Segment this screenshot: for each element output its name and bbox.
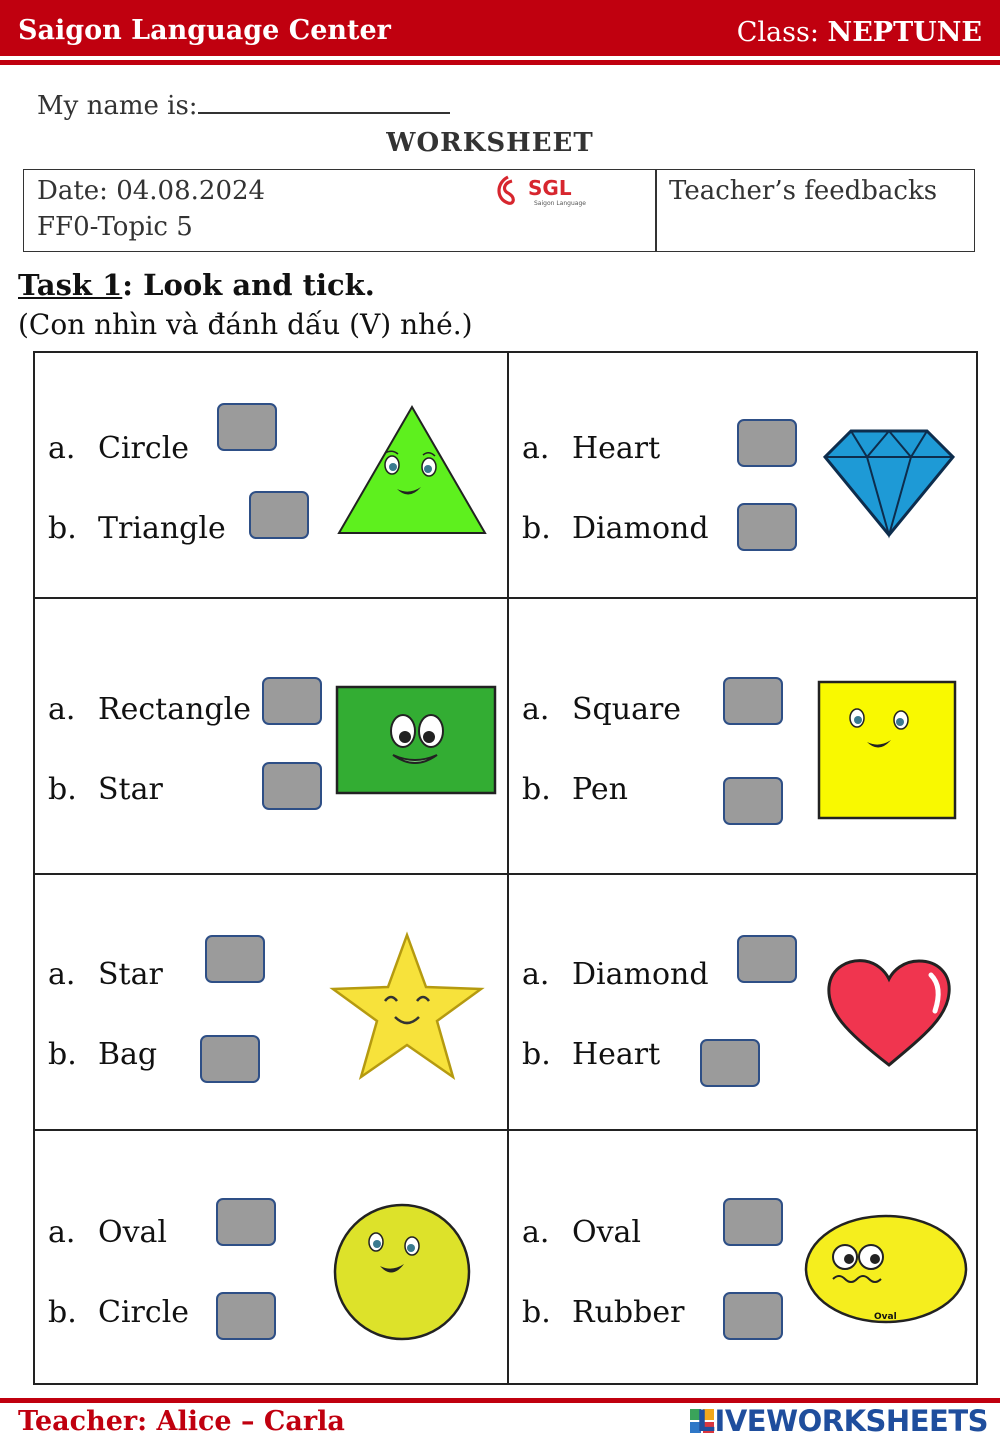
option-b-label: Circle xyxy=(98,1295,190,1330)
option-b-label: Star xyxy=(98,772,163,807)
tick-box-a[interactable] xyxy=(262,677,322,725)
tick-box-b[interactable] xyxy=(249,491,309,539)
option-a-label: Oval xyxy=(98,1215,168,1250)
tick-box-a[interactable] xyxy=(723,677,783,725)
question-cell-3 xyxy=(35,599,506,873)
star-picture xyxy=(329,931,485,1081)
option-a: a. Circle xyxy=(48,431,190,466)
class-info xyxy=(737,17,982,48)
header-underline xyxy=(0,60,1000,65)
name-line xyxy=(37,90,450,121)
option-b-label: Bag xyxy=(98,1037,158,1072)
option-a: a. Oval xyxy=(522,1215,642,1250)
option-a-label: Diamond xyxy=(572,957,709,992)
option-b: b. Triangle xyxy=(48,511,226,546)
name-blank xyxy=(198,90,450,114)
option-b: b. Diamond xyxy=(522,511,709,546)
tick-box-a[interactable] xyxy=(216,1198,276,1246)
option-a: a. Oval xyxy=(48,1215,168,1250)
option-b-label: Diamond xyxy=(572,511,709,546)
oval-picture xyxy=(803,1213,969,1325)
tick-box-a[interactable] xyxy=(737,935,797,983)
worksheet-title: WORKSHEET xyxy=(386,128,594,158)
center-name: Saigon Language Center xyxy=(18,15,391,46)
option-b: b. Circle xyxy=(48,1295,190,1330)
teacher-feedback-label: Teacher’s feedbacks xyxy=(669,176,938,206)
date-text: Date: 04.08.2024 xyxy=(37,176,266,206)
footer-line xyxy=(0,1398,1000,1403)
topic-text: FF0-Topic 5 xyxy=(37,212,193,242)
question-cell-7 xyxy=(35,1131,506,1385)
heart-picture xyxy=(825,957,953,1069)
option-a-label: Rectangle xyxy=(98,692,251,727)
option-b-label: Rubber xyxy=(572,1295,685,1330)
square-picture xyxy=(817,680,957,820)
oval-label: Oval xyxy=(874,1312,897,1322)
triangle-picture xyxy=(335,403,489,539)
tick-box-a[interactable] xyxy=(723,1198,783,1246)
task-heading xyxy=(18,268,375,302)
option-a: a. Square xyxy=(522,692,682,727)
question-cell-5 xyxy=(35,875,506,1129)
option-b-label: Triangle xyxy=(98,511,226,546)
option-a-label: Oval xyxy=(572,1215,642,1250)
option-a-label: Circle xyxy=(98,431,190,466)
question-cell-4 xyxy=(509,599,980,873)
rectangle-picture xyxy=(335,685,497,795)
question-cell-6 xyxy=(509,875,980,1129)
class-label: Class: xyxy=(736,17,819,48)
option-b-label: Pen xyxy=(572,772,628,807)
option-b-label: Heart xyxy=(572,1037,661,1072)
tick-box-b[interactable] xyxy=(216,1292,276,1340)
option-a-label: Heart xyxy=(572,431,661,466)
task-instruction: : Look and tick. xyxy=(122,268,375,302)
info-box xyxy=(23,169,975,252)
class-value: NEPTUNE xyxy=(827,17,982,48)
tick-box-b[interactable] xyxy=(700,1039,760,1087)
question-cell-8 xyxy=(509,1131,980,1385)
teacher-name: Teacher: Alice – Carla xyxy=(18,1406,345,1437)
header-bar xyxy=(0,0,1000,56)
option-b: b. Bag xyxy=(48,1037,158,1072)
option-b: b. Heart xyxy=(522,1037,661,1072)
tick-box-a[interactable] xyxy=(205,935,265,983)
option-b: b. Rubber xyxy=(522,1295,685,1330)
option-b: b. Pen xyxy=(522,772,628,807)
name-label: My name is: xyxy=(37,91,198,121)
option-a-label: Square xyxy=(572,692,682,727)
task-subtitle: (Con nhìn và đánh dấu (V) nhé.) xyxy=(18,308,473,341)
option-a: a. Star xyxy=(48,957,163,992)
diamond-picture xyxy=(821,427,957,539)
tick-box-a[interactable] xyxy=(737,419,797,467)
question-cell-1 xyxy=(35,353,506,597)
svg-text:SGL: SGL xyxy=(528,176,572,200)
svg-text:Saigon Language: Saigon Language xyxy=(534,200,586,207)
tick-box-b[interactable] xyxy=(723,1292,783,1340)
tick-box-b[interactable] xyxy=(737,503,797,551)
option-a: a. Rectangle xyxy=(48,692,251,727)
sgl-logo xyxy=(494,173,594,209)
circle-picture xyxy=(332,1202,472,1342)
option-b: b. Star xyxy=(48,772,163,807)
option-a-label: Star xyxy=(98,957,163,992)
task-label: Task 1 xyxy=(18,268,123,302)
option-a: a. Heart xyxy=(522,431,661,466)
tick-box-b[interactable] xyxy=(723,777,783,825)
option-a: a. Diamond xyxy=(522,957,709,992)
brand-logo[interactable]: LIVEWORKSHEETS xyxy=(696,1404,988,1438)
exercise-grid xyxy=(33,351,978,1385)
tick-box-a[interactable] xyxy=(217,403,277,451)
info-divider xyxy=(655,170,657,251)
tick-box-b[interactable] xyxy=(200,1035,260,1083)
question-cell-2 xyxy=(509,353,980,597)
tick-box-b[interactable] xyxy=(262,762,322,810)
